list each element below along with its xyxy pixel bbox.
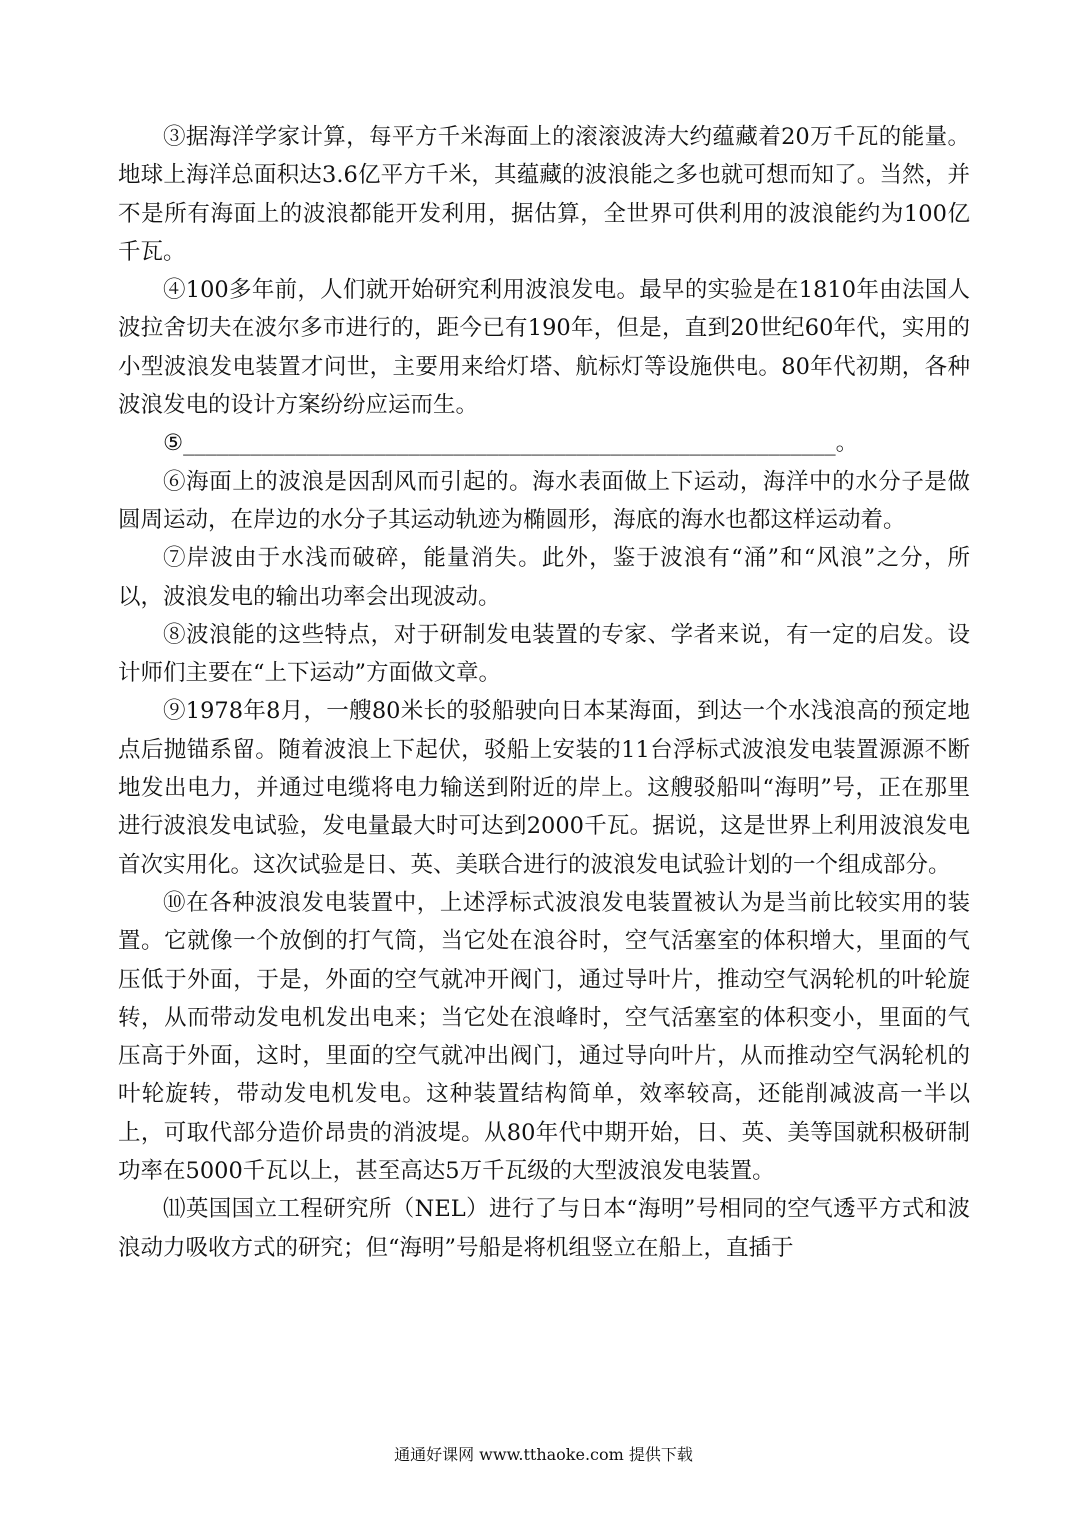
paragraph-9: ⑨1978年8月，一艘80米长的驳船驶向日本某海面，到达一个水浅浪高的预定地点后抛锚系留。随着波浪上下起伏，驳船上安装的11台浮标式波浪发电装置源源不断地发出电力，并通过电缆将电力输送到附近的岸上。这艘驳船叫“海明”号，正在那里进行波浪发电试验，发电量最大时可达到2000千瓦。据说，这是世界上利用波浪发电首次实用化。这次试验是日、英、美联合进行的波浪发电试验计划的一个组成部分。 <box>118 698 970 878</box>
paragraph-10: ⑩在各种波浪发电装置中，上述浮标式波浪发电装置被认为是当前比较实用的装置。它就像一个放倒的打气筒，当它处在浪谷时，空气活塞室的体积增大，里面的气压低于外面，于是，外面的空气就冲开阀门，通过导叶片，推动空气涡轮机的叶轮旋转，从而带动发电机发出电来；当它处在浪峰时，空气活塞室的体积变小，里面的气压高于外面，这时，里面的空气就冲出阀门，通过导向叶片，从而推动空气涡轮机的叶轮旋转，带动发电机发电。这种装置结构简单，效率较高，还能削减波高一半以上，可取代部分造价昂贵的消波堤。从80年代中期开始，日、英、美等国就积极研制功率在5000千瓦以上，甚至高达5万千瓦级的大型波浪发电装置。 <box>118 889 970 1185</box>
paragraph-3: ③据海洋学家计算，每平方千米海面上的滚滚波涛大约蕴藏着20万千瓦的能量。地球上海洋总面积达3.6亿平方千米，其蕴藏的波浪能之多也就可想而知了。当然，并不是所有海面上的波浪都能开发利用，据估算，全世界可供利用的波浪能约为100亿千瓦。 <box>118 124 970 265</box>
paragraph-7: ⑦岸波由于水浅而破碎，能量消失。此外，鉴于波浪有“涌”和“风浪”之分，所以，波浪发电的输出功率会出现波动。 <box>118 545 970 610</box>
article-body <box>118 118 970 1267</box>
paragraph-11: ⑾英国国立工程研究所（NEL）进行了与日本“海明”号相同的空气透平方式和波浪动力吸收方式的研究；但“海明”号船是将机组竖立在船上，直插于 <box>118 1196 970 1261</box>
paragraph-8: ⑧波浪能的这些特点，对于研制发电装置的专家、学者来说，有一定的启发。设计师们主要在“上下运动”方面做文章。 <box>118 621 970 687</box>
paragraph-4: ④100多年前，人们就开始研究利用波浪发电。最早的实验是在1810年由法国人波拉舍切夫在波尔多市进行的，距今已有190年，但是，直到20世纪60年代，实用的小型波浪发电装置才问世，主要用来给灯塔、航标灯等设施供电。80年代初期，各种波浪发电的设计方案纷纷应运而生。 <box>118 277 970 419</box>
page-footer: 通通好课网 www.tthaoke.com 提供下载 <box>394 1445 693 1464</box>
paragraph-5-blank: ⑤__________________________________________________________。 <box>163 430 859 457</box>
paragraph-6: ⑥海面上的波浪是因刮风而引起的。海水表面做上下运动，海洋中的水分子是做圆周运动，在岸边的水分子其运动轨迹为椭圆形，海底的海水也都这样运动着。 <box>118 468 970 533</box>
